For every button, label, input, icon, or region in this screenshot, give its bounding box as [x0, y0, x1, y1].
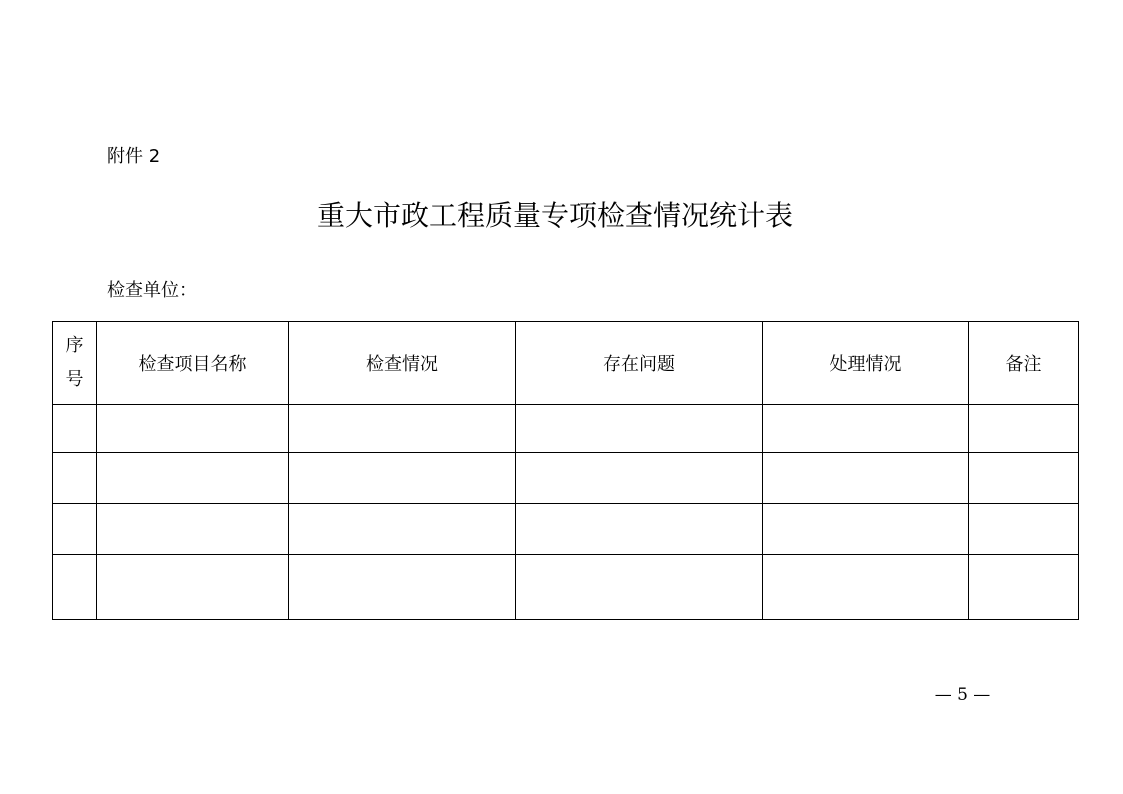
table-cell: [97, 555, 289, 620]
attachment-label: 附件 2: [107, 146, 161, 167]
table-cell: [516, 453, 763, 504]
table-cell: [516, 504, 763, 555]
column-header-project-name: 检查项目名称: [97, 322, 289, 405]
table-row: [53, 555, 1079, 620]
table-cell: [289, 555, 516, 620]
statistics-table: [52, 321, 1079, 620]
table-cell: [53, 453, 97, 504]
column-header-handling-status: 处理情况: [763, 322, 969, 405]
table-cell: [53, 405, 97, 453]
table-cell: [289, 405, 516, 453]
table-row: [53, 453, 1079, 504]
table-cell: [763, 504, 969, 555]
document-title: 重大市政工程质量专项检查情况统计表: [316, 199, 793, 232]
column-header-remarks: 备注: [969, 322, 1079, 405]
table-cell: [969, 405, 1079, 453]
table-cell: [516, 405, 763, 453]
table-cell: [289, 453, 516, 504]
table-row: [53, 405, 1079, 453]
page-number: — 5 —: [934, 685, 991, 705]
table-cell: [969, 504, 1079, 555]
table-cell: [763, 555, 969, 620]
table-cell: [969, 555, 1079, 620]
table-cell: [289, 504, 516, 555]
table-cell: [97, 504, 289, 555]
table-cell: [969, 453, 1079, 504]
table-cell: [763, 405, 969, 453]
inspection-unit-label: 检查单位：: [107, 280, 197, 301]
table-cell: [97, 405, 289, 453]
table-row: [53, 504, 1079, 555]
table-cell: [516, 555, 763, 620]
table-cell: [53, 555, 97, 620]
table-cell: [53, 504, 97, 555]
table-cell: [97, 453, 289, 504]
table-cell: [763, 453, 969, 504]
table-header-row: [53, 322, 1079, 405]
column-header-serial: 序号: [53, 322, 97, 405]
column-header-existing-problems: 存在问题: [516, 322, 763, 405]
column-header-inspection-status: 检查情况: [289, 322, 516, 405]
